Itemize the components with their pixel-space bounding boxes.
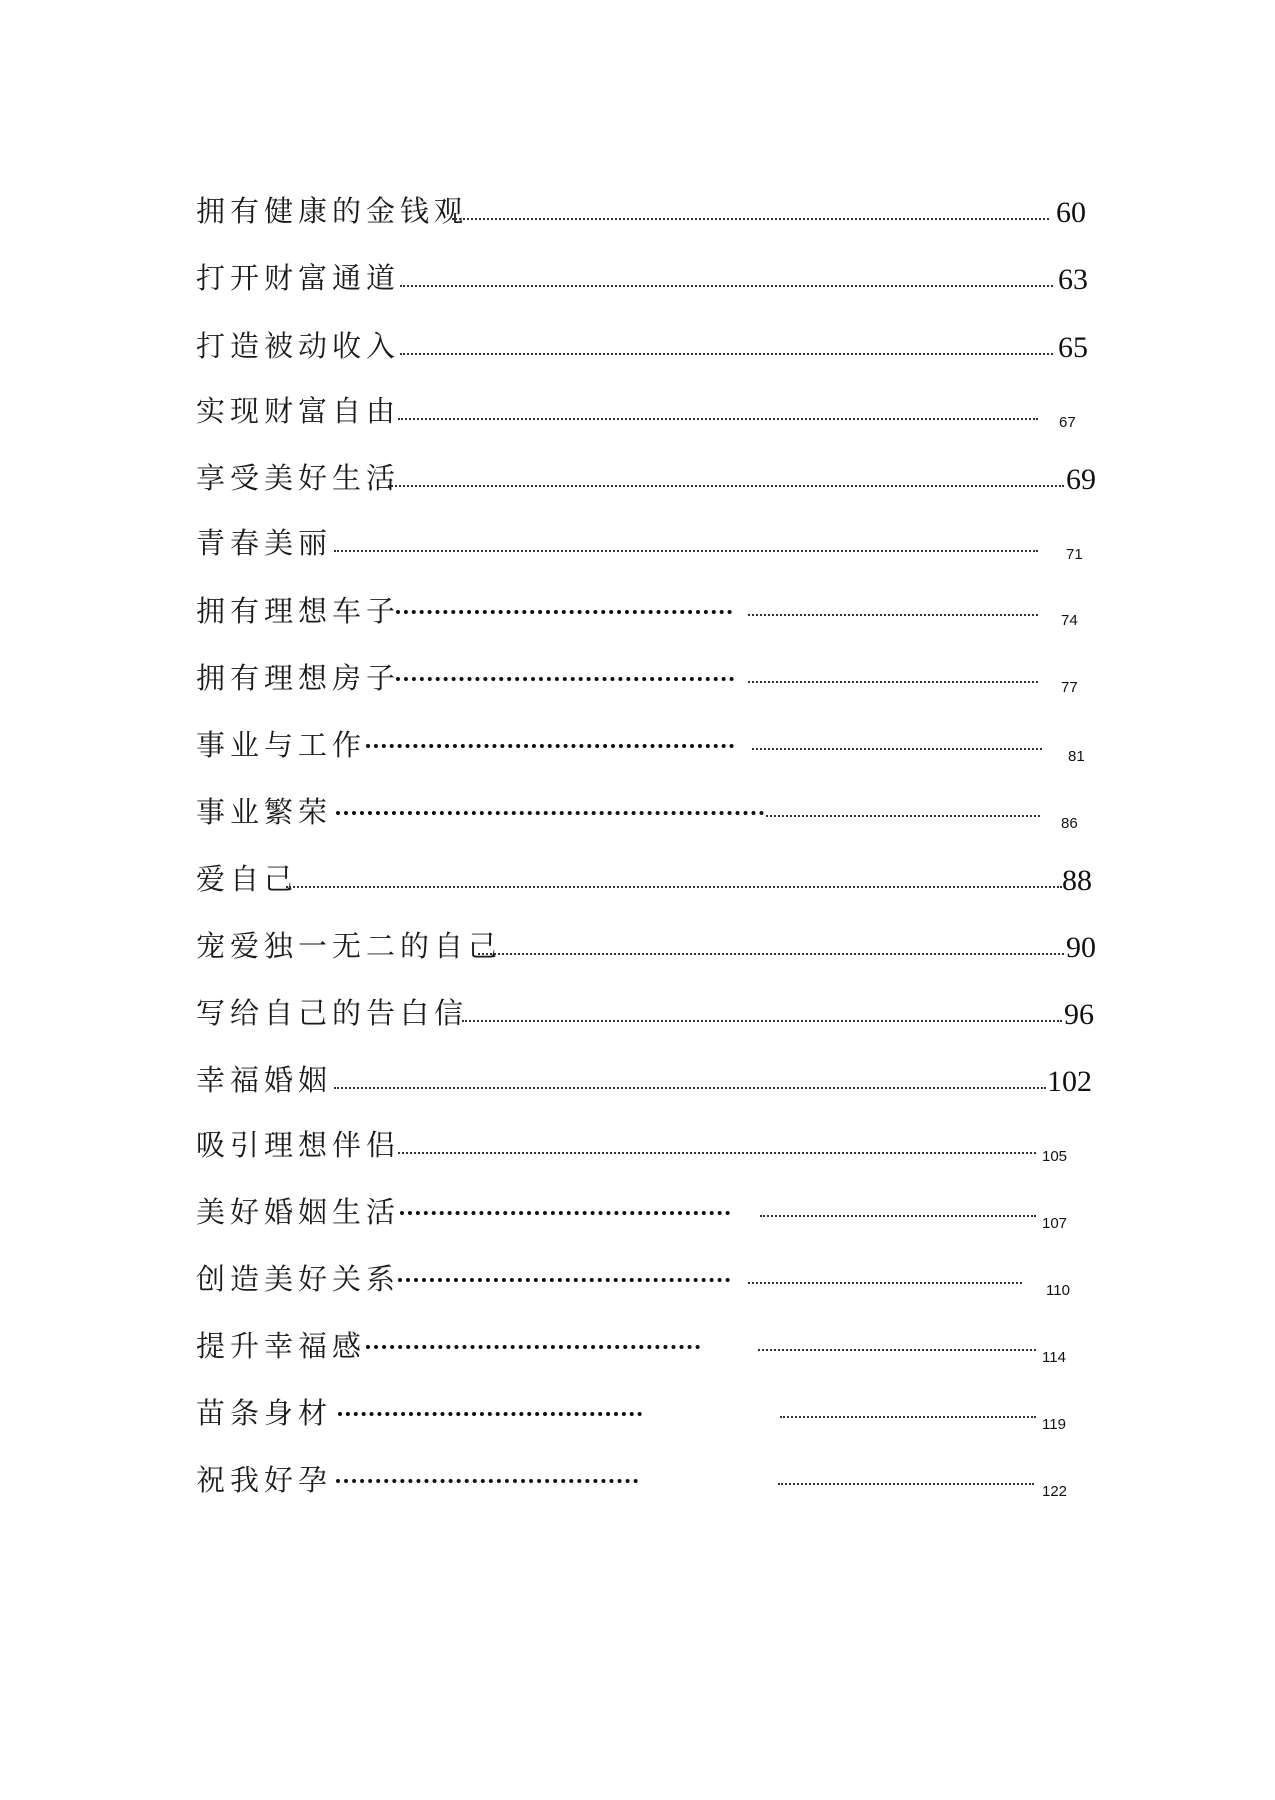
toc-entry-page: 105 [1042,1148,1068,1165]
toc-entry[interactable] [0,657,1275,707]
dot-leader [748,1282,1022,1284]
toc-entry-page: 65 [1058,331,1088,364]
dot-leader [462,1020,1062,1022]
toc-entry[interactable] [0,590,1275,640]
toc-entry-title: 事业与工作 [196,728,367,762]
toc-entry[interactable] [0,1392,1275,1442]
toc-entry-page: 90 [1066,931,1096,964]
toc-entry[interactable] [0,1258,1275,1308]
toc-entry-page: 60 [1056,196,1086,229]
dot-leader [760,1215,1036,1217]
dot-leader [400,285,1053,287]
toc-entry-page: 107 [1042,1215,1068,1232]
toc-entry-page: 81 [1068,748,1085,765]
dot-leader-heavy [400,1211,730,1215]
toc-entry-page: 63 [1058,263,1088,296]
dot-leader [400,353,1053,355]
toc-entry-title: 拥有健康的金钱观 [196,194,469,228]
toc-entry[interactable] [0,1191,1275,1241]
toc-entry[interactable] [0,858,1275,908]
toc-entry-title: 提升幸福感 [196,1329,367,1363]
dot-leader-heavy [398,1278,730,1282]
toc-entry[interactable] [0,1459,1275,1509]
toc-entry-page: 96 [1064,998,1094,1031]
dot-leader [398,1152,1036,1154]
dot-leader [758,1349,1036,1351]
toc-entry-title: 写给自己的告白信 [196,996,469,1030]
toc-entry-page: 69 [1066,463,1096,496]
toc-entry[interactable] [0,1059,1275,1109]
dot-leader-heavy [336,811,764,815]
dot-leader-heavy [366,1345,700,1349]
toc-entry[interactable] [0,190,1275,240]
dot-leader [334,550,1038,552]
toc-entry[interactable] [0,257,1275,307]
toc-entry-page: 88 [1062,864,1092,897]
dot-leader-heavy [396,677,734,681]
dot-leader [478,953,1064,955]
toc-entry-page: 86 [1061,815,1078,832]
toc-entry-title: 实现财富自由 [196,394,401,428]
dot-leader [748,614,1038,616]
toc-entry-page: 122 [1042,1483,1068,1500]
dot-leader [766,815,1040,817]
toc-entry-title: 幸福婚姻 [196,1063,333,1097]
toc-entry-title: 美好婚姻生活 [196,1195,401,1229]
dot-leader [780,1416,1036,1418]
toc-entry-title: 宠爱独一无二的自己 [196,929,503,963]
toc-entry[interactable] [0,390,1275,440]
toc-entry-page: 119 [1042,1416,1066,1433]
toc-entry-title: 享受美好生活 [196,461,401,495]
toc-entry-title: 拥有理想房子 [196,661,401,695]
dot-leader [398,418,1038,420]
toc-entry-title: 苗条身材 [196,1396,333,1430]
dot-leader [752,748,1042,750]
toc-entry-title: 打开财富通道 [196,261,401,295]
dot-leader [452,218,1049,220]
toc-entry-page: 114 [1042,1349,1066,1366]
toc-entry-page: 77 [1061,679,1078,696]
toc-entry-page: 67 [1059,414,1076,431]
toc-entry[interactable] [0,925,1275,975]
toc-entry-page: 71 [1066,546,1083,563]
toc-entry-title: 事业繁荣 [196,795,333,829]
toc-entry[interactable] [0,1325,1275,1375]
dot-leader [388,485,1064,487]
dot-leader-heavy [396,610,732,614]
toc-entry-title: 爱自己 [196,862,299,896]
dot-leader [334,1087,1046,1089]
toc-entry-title: 拥有理想车子 [196,594,401,628]
toc-entry-title: 青春美丽 [196,526,333,560]
toc-entry[interactable] [0,325,1275,375]
toc-entry-page: 74 [1061,612,1078,629]
dot-leader-heavy [366,744,734,748]
toc-entry[interactable] [0,522,1275,572]
dot-leader [748,681,1038,683]
toc-entry[interactable] [0,1124,1275,1174]
toc-entry-page: 102 [1047,1065,1092,1098]
toc-entry-page: 110 [1046,1282,1070,1299]
toc-entry-title: 创造美好关系 [196,1262,401,1296]
toc-entry-title: 打造被动收入 [196,329,401,363]
toc-entry[interactable] [0,791,1275,841]
toc-entry[interactable] [0,992,1275,1042]
toc-entry-title: 吸引理想伴侣 [196,1128,401,1162]
toc-entry[interactable] [0,457,1275,507]
dot-leader [778,1483,1034,1485]
dot-leader-heavy [336,1479,638,1483]
dot-leader [286,886,1062,888]
dot-leader-heavy [338,1412,642,1416]
toc-entry-title: 祝我好孕 [196,1463,333,1497]
toc-entry[interactable] [0,724,1275,774]
